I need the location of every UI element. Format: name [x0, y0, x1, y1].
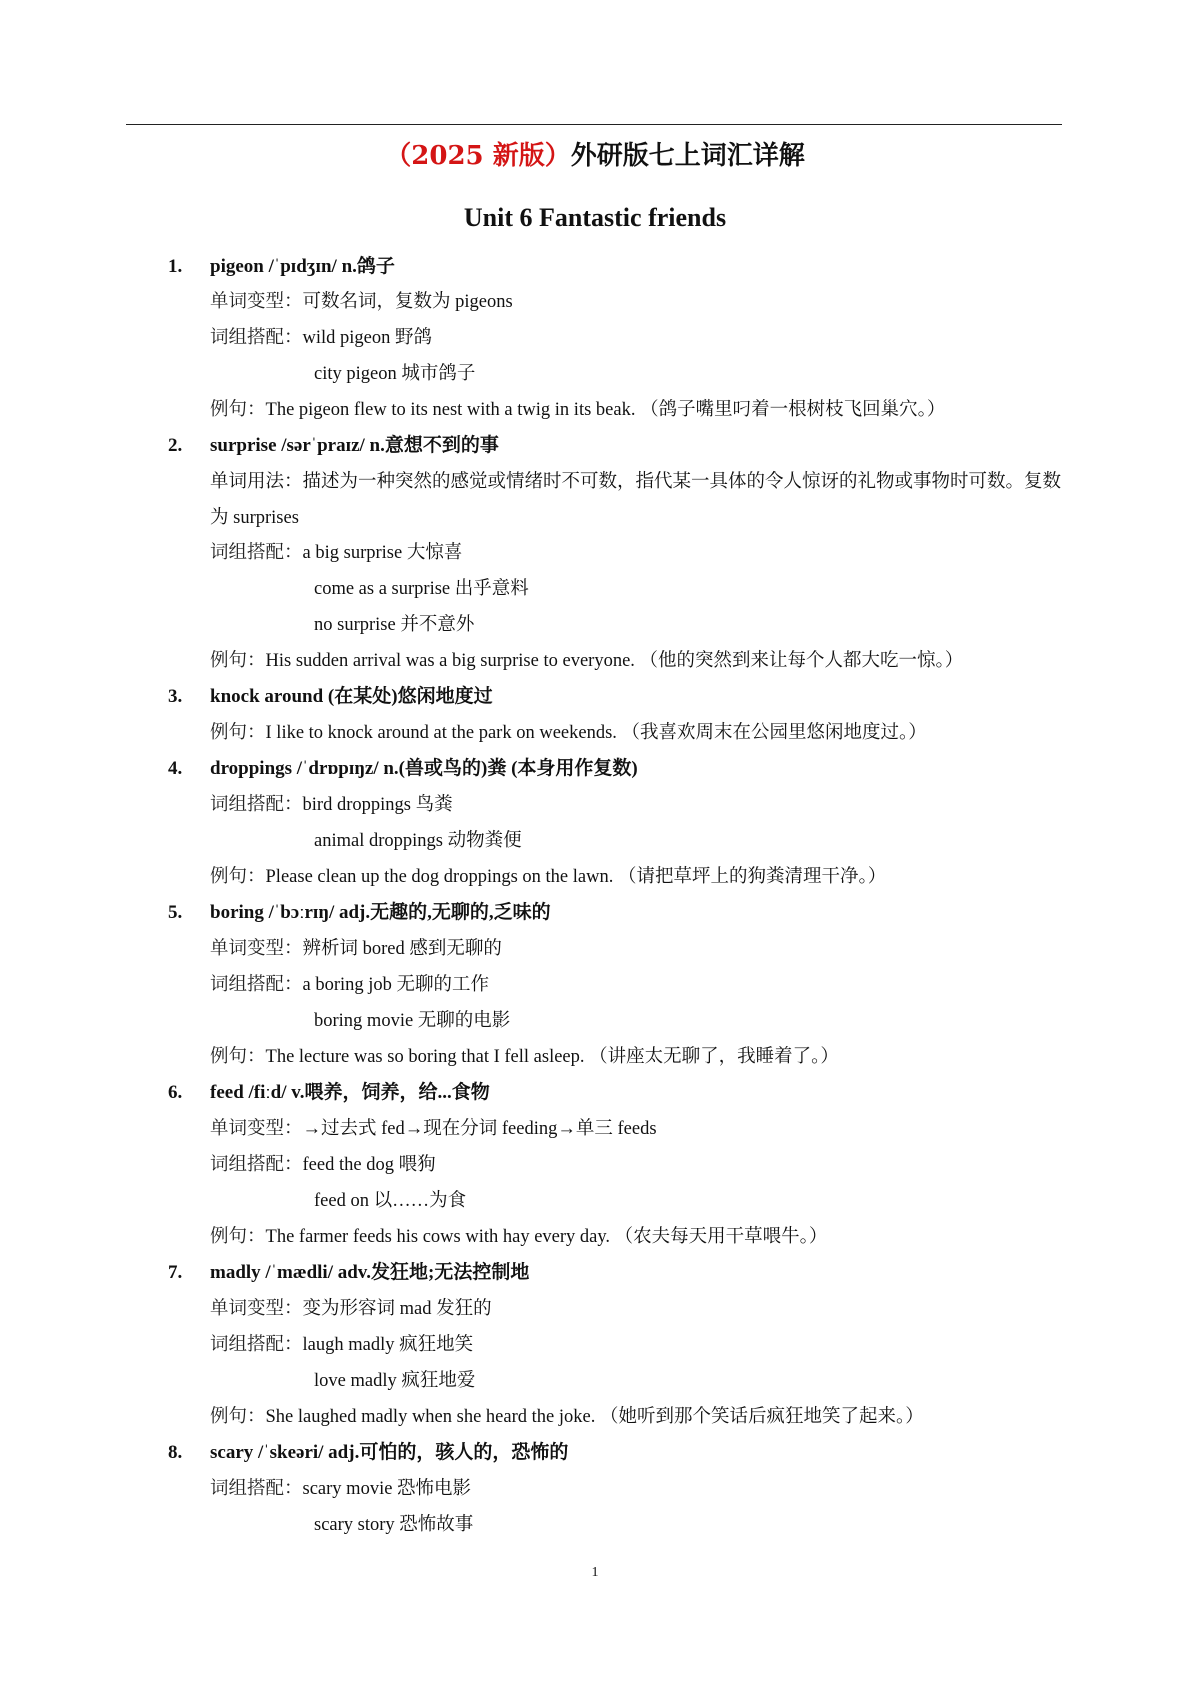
entry-headword: pigeon /ˈpɪdʒɪn/ n.鸽子	[210, 256, 395, 277]
line-text: a boring job 无聊的工作	[302, 975, 490, 995]
entry-line	[314, 1188, 466, 1214]
line-text: feed on 以……为食	[314, 1191, 467, 1211]
line-text: 辨析词 bored 感到无聊的	[302, 939, 502, 959]
line-label: 单词变型：	[210, 292, 303, 312]
title-main: 外研版七上词汇详解	[570, 141, 805, 171]
line-text: The farmer feeds his cows with hay every day. （农夫每天用干草喂牛。）	[265, 1227, 828, 1247]
entry-line	[210, 972, 489, 998]
line-text: boring movie 无聊的电影	[314, 1011, 511, 1031]
entry-line	[314, 828, 522, 854]
line-label: 例句：	[210, 400, 266, 420]
top-rule	[126, 124, 1062, 125]
entry-line	[210, 1476, 471, 1502]
entry-line	[314, 576, 529, 602]
entry-number: 7.	[168, 1262, 183, 1283]
entry-line	[314, 1008, 510, 1034]
entry-line	[314, 361, 475, 387]
entry-line	[314, 612, 474, 638]
entry-headword: surprise /sərˈpraɪz/ n.意想不到的事	[210, 435, 499, 456]
line-text: Please clean up the dog droppings on the lawn. （请把草坪上的狗粪清理干净。）	[265, 867, 887, 887]
entry-headword: feed /fiːd/ v.喂养，饲养，给...食物	[210, 1082, 490, 1103]
entry-headword: madly /ˈmædli/ adv.发狂地;无法控制地	[210, 1262, 530, 1283]
entry-line	[210, 1296, 492, 1322]
entry-number: 4.	[168, 758, 183, 779]
line-label: 词组搭配：	[210, 975, 303, 995]
entry-headword: knock around (在某处)悠闲地度过	[210, 686, 493, 707]
entry-headword: droppings /ˈdrɒpɪŋz/ n.(兽或鸟的)粪 (本身用作复数)	[210, 758, 638, 779]
entry-line	[210, 1332, 473, 1358]
line-text: →过去式 fed→现在分词 feeding→单三 feeds	[302, 1119, 657, 1139]
entry-line	[210, 540, 462, 566]
line-text: love madly 疯狂地爱	[314, 1371, 476, 1391]
line-text: I like to knock around at the park on weekends. （我喜欢周末在公园里悠闲地度过。）	[265, 723, 927, 743]
line-text: The lecture was so boring that I fell asleep. （讲座太无聊了，我睡着了。）	[265, 1047, 839, 1067]
line-label: 单词变型：	[210, 1299, 303, 1319]
entry-line	[314, 1368, 475, 1394]
page-number: 1	[591, 1565, 599, 1580]
line-label: 例句：	[210, 1227, 266, 1247]
entry-number: 1.	[168, 256, 183, 277]
line-text: wild pigeon 野鸽	[302, 328, 433, 348]
entry-line	[210, 1116, 657, 1142]
line-label: 词组搭配：	[210, 1155, 303, 1175]
title-edition: （2025 新版）	[385, 141, 571, 171]
line-label: 词组搭配：	[210, 795, 303, 815]
entry-number: 5.	[168, 902, 183, 923]
entry-number: 6.	[168, 1082, 183, 1103]
entry-line	[210, 1044, 839, 1070]
line-label: 词组搭配：	[210, 1479, 303, 1499]
line-text: animal droppings 动物粪便	[314, 831, 522, 851]
entry-line	[210, 792, 453, 818]
line-text: She laughed madly when she heard the joke. （她听到那个笑话后疯狂地笑了起来。）	[265, 1407, 924, 1427]
line-label: 例句：	[210, 651, 266, 671]
entry-number: 2.	[168, 435, 183, 456]
line-label: 例句：	[210, 1407, 266, 1427]
line-text: no surprise 并不意外	[314, 615, 475, 635]
entry-line	[210, 648, 963, 674]
line-text: His sudden arrival was a big surprise to everyone. （他的突然到来让每个人都大吃一惊。）	[265, 651, 964, 671]
entry-line	[210, 936, 502, 962]
entry-line	[210, 325, 432, 351]
line-label: 词组搭配：	[210, 543, 303, 563]
line-text: scary story 恐怖故事	[314, 1515, 474, 1535]
entry-line	[210, 397, 945, 423]
entry-line	[210, 720, 927, 746]
line-label: 单词变型：	[210, 939, 303, 959]
line-label: 词组搭配：	[210, 328, 303, 348]
line-text: come as a surprise 出乎意料	[314, 579, 529, 599]
line-text: bird droppings 鸟粪	[302, 795, 453, 815]
entry-line	[210, 864, 886, 890]
entry-number: 8.	[168, 1442, 183, 1463]
entry-line	[210, 1224, 827, 1250]
entry-line	[210, 289, 513, 315]
line-text: 变为形容词 mad 发狂的	[302, 1299, 492, 1319]
line-text: scary movie 恐怖电影	[302, 1479, 472, 1499]
line-label: 例句：	[210, 867, 266, 887]
line-text: a big surprise 大惊喜	[302, 543, 463, 563]
document-title	[0, 138, 1190, 174]
line-text: The pigeon flew to its nest with a twig in its beak. （鸽子嘴里叼着一根树枝飞回巢穴。）	[265, 400, 946, 420]
entry-headword: scary /ˈskeəri/ adj.可怕的，骇人的，恐怖的	[210, 1442, 569, 1463]
entry-line	[314, 1512, 473, 1538]
entry-line	[210, 1404, 924, 1430]
line-text: feed the dog 喂狗	[302, 1155, 436, 1175]
line-label: 单词变型：	[210, 1119, 303, 1139]
line-label: 词组搭配：	[210, 1335, 303, 1355]
line-text: laugh madly 疯狂地笑	[302, 1335, 474, 1355]
unit-title: Unit 6 Fantastic friends	[463, 203, 727, 232]
entry-line	[210, 1152, 436, 1178]
line-text: city pigeon 城市鸽子	[314, 364, 476, 384]
entry-number: 3.	[168, 686, 183, 707]
line-label: 例句：	[210, 1047, 266, 1067]
entry-headword: boring /ˈbɔːrɪŋ/ adj.无趣的,无聊的,乏味的	[210, 902, 551, 923]
line-label: 例句：	[210, 723, 266, 743]
usage-paragraph: 单词用法：描述为一种突然的感觉或情绪时不可数，指代某一具体的令人惊讶的礼物或事物时可数。复数为 surprises	[210, 472, 1062, 528]
line-text: 可数名词，复数为 pigeons	[302, 292, 513, 312]
